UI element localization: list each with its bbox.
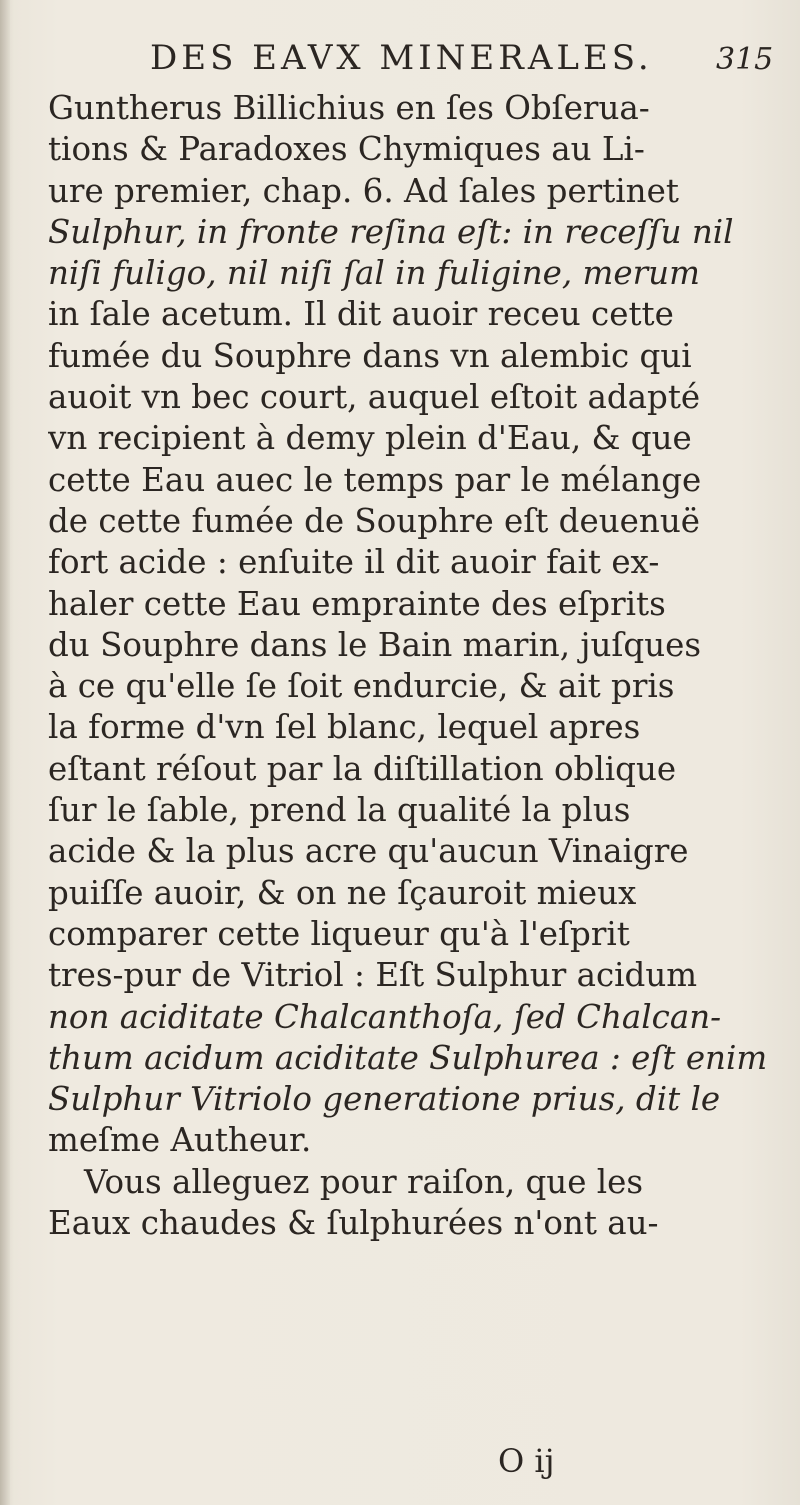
text-line: à ce qu'elle ſe ſoit endurcie, & ait pris (48, 667, 675, 706)
text-line: la forme d'vn ſel blanc, lequel apres (48, 708, 641, 747)
text-line: eſtant réſout par la diſtillation oblique (48, 749, 677, 788)
text-line: haler cette Eau emprainte des eſprits (48, 584, 666, 623)
text-line: tres-pur de Vitriol : Eſt Sulphur acidum (48, 956, 698, 995)
running-head: DES EAVX MINERALES. (150, 38, 653, 78)
signature-mark: O ij (498, 1442, 555, 1480)
page-gutter (0, 0, 10, 1505)
text-line: acide & la plus acre qu'aucun Vinaigre (48, 832, 689, 871)
text-line: tions & Paradoxes Chymiques au Li- (48, 130, 645, 169)
text-line: non aciditate Chalcanthoſa, ſed Chalcan- (48, 997, 722, 1036)
text-line: comparer cette liqueur qu'à l'eſprit (48, 914, 630, 953)
text-line: ure premier, chap. 6. Ad ſales pertinet (48, 171, 679, 210)
text-line: niſi fuligo, nil niſi ſal in fuligine, merum (48, 254, 700, 293)
text-line: in ſale acetum. Il dit auoir receu cette (48, 295, 674, 334)
body-text (48, 88, 768, 1244)
text-line: du Souphre dans le Bain marin, juſques (48, 625, 702, 664)
text-line: vn recipient à demy plein d'Eau, & que (48, 419, 692, 458)
text-line: cette Eau auec le temps par le mélange (48, 460, 702, 499)
text-line: Guntherus Billichius en ſes Obſerua- (48, 89, 650, 127)
text-line: Vous alleguez pour raiſon, que les (84, 1162, 644, 1201)
text-line: fort acide : enſuite il dit auoir fait ex- (48, 543, 660, 582)
text-line: meſme Autheur. (48, 1121, 312, 1160)
page-number: 315 (716, 42, 774, 77)
text-line: fumée du Souphre dans vn alembic qui (48, 336, 692, 375)
text-line: thum acidum aciditate Sulphurea : eſt enim (48, 1038, 768, 1077)
text-line: ſur le ſable, prend la qualité la plus (48, 791, 631, 830)
text-line: Sulphur Vitriolo generatione prius, dit le (48, 1080, 721, 1119)
text-line: Eaux chaudes & ſulphurées n'ont au- (48, 1204, 659, 1243)
text-line: puiſſe auoir, & on ne ſçauroit mieux (48, 873, 637, 912)
text-line: auoit vn bec court, auquel eſtoit adapté (48, 378, 701, 417)
text-line: Sulphur, in fronte reſina eſt: in receſſu nil (48, 212, 734, 251)
text-line: de cette fumée de Souphre eſt deuenuë (48, 501, 700, 540)
